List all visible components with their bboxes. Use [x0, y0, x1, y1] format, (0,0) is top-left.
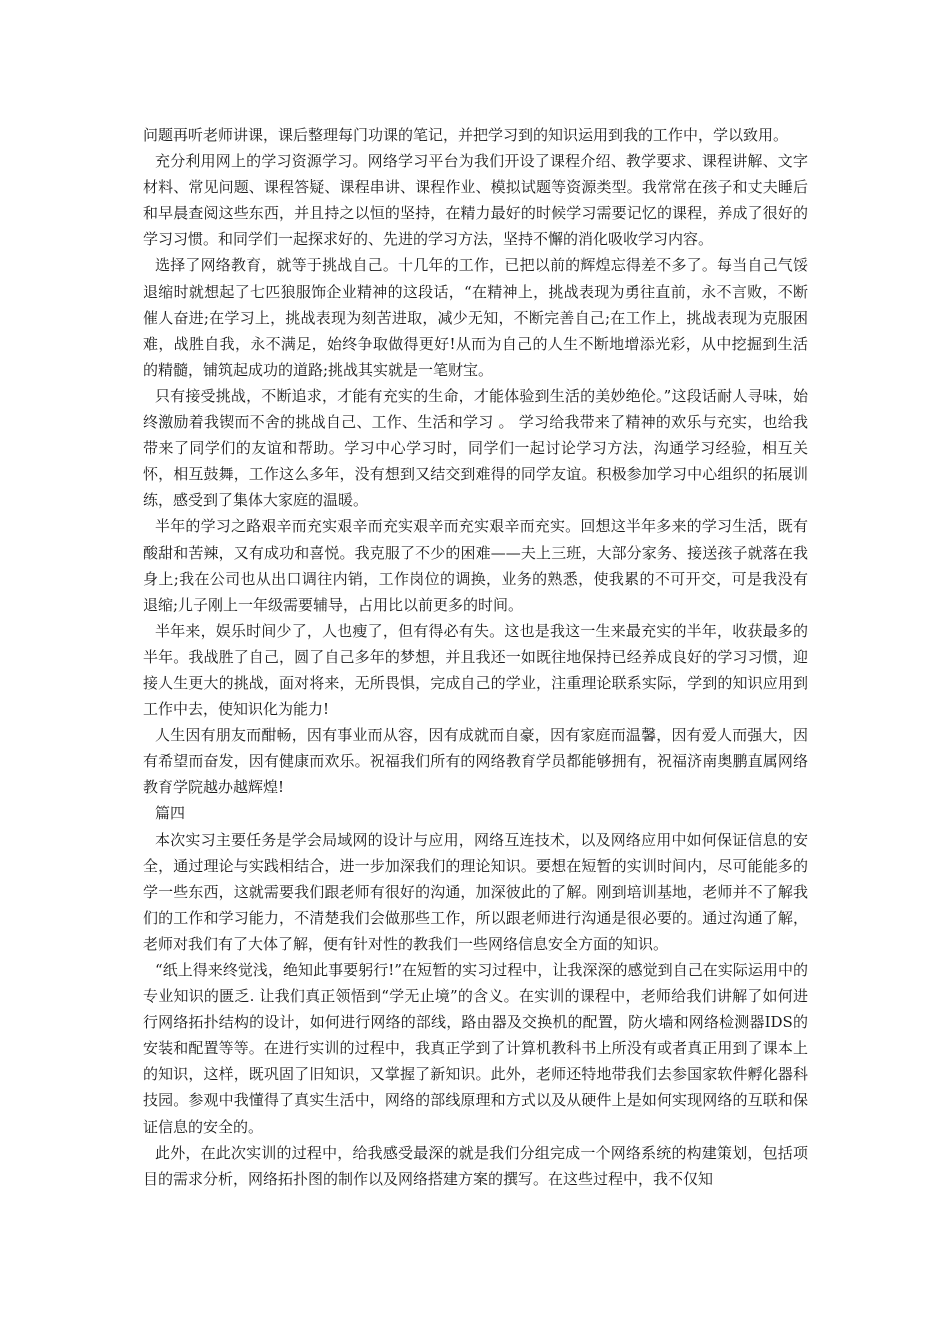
- paragraph-8: 本次实习主要任务是学会局域网的设计与应用，网络互连技术，以及网络应用中如何保证信息的安全，通过理论与实践相结合，进一步加深我们的理论知识。要想在短暂的实训时间内，尽可能能多的学一些东西，这就需要我们跟老师有很好的沟通，加深彼此的了解。刚到培训基地，老师并不了解我们的工作和学习能力，不清楚我们会做那些工作，所以跟老师进行沟通是很必要的。通过沟通了解，老师对我们有了大体了解，便有针对性的教我们一些网络信息安全方面的知识。: [143, 830, 808, 953]
- paragraph-10: 此外，在此次实训的过程中，给我感受最深的就是我们分组完成一个网络系统的构建策划，包括项目的需求分析，网络拓扑图的制作以及网络搭建方案的撰写。在这些过程中，我不仅知: [143, 1143, 808, 1188]
- paragraph-6: 半年来，娱乐时间少了，人也瘦了，但有得必有失。这也是我这一生来最充实的半年，收获最多的半年。我战胜了自己，圆了自己多年的梦想，并且我还一如既往地保持已经养成良好的学习习惯，迎接人生更大的挑战，面对将来，无所畏惧，完成自己的学业，注重理论联系实际，学到的知识应用到工作中去，使知识化为能力!: [143, 621, 808, 719]
- paragraph-9: “纸上得来终觉浅，绝知此事要躬行!”在短暂的实习过程中，让我深深的感觉到自己在实际运用中的专业知识的匮乏. 让我们真正领悟到“学无止境”的含义。在实训的课程中，老师给我们讲解了如何进行网络拓扑结构的设计，如何进行网络的部线，路由器及交换机的配置，防火墙和网络检测器IDS的安装和配置等等。在进行实训的过程中，我真正学到了计算机教科书上所没有或者真正用到了课本上的知识，这样，既巩固了旧知识，又掌握了新知识。此外，老师还特地带我们去参国家软件孵化器科技园。参观中我懂得了真实生活中，网络的部线原理和方式以及从硬件上是如何实现网络的互联和保证信息的安全的。: [143, 961, 808, 1136]
- paragraph-1: 问题再听老师讲课，课后整理每门功课的笔记，并把学习到的知识运用到我的工作中，学以致用。: [143, 126, 789, 144]
- section-heading: 篇四: [155, 804, 186, 823]
- document-body: [143, 122, 808, 1192]
- paragraph-2: 充分利用网上的学习资源学习。网络学习平台为我们开设了课程介绍、教学要求、课程讲解、文字材料、常见问题、课程答疑、课程串讲、课程作业、模拟试题等资源类型。我常常在孩子和丈夫睡后和早晨查阅这些东西，并且持之以恒的坚持，在精力最好的时候学习需要记忆的课程，养成了很好的学习习惯。和同学们一起探求好的、先进的学习方法，坚持不懈的消化吸收学习内容。: [143, 152, 808, 249]
- paragraph-7: 人生因有朋友而酣畅，因有事业而从容，因有成就而自豪，因有家庭而温馨，因有爱人而强大，因有希望而奋发，因有健康而欢乐。祝福我们所有的网络教育学员都能够拥有，祝福济南奥鹏直属网络教育学院越办越辉煌!: [143, 726, 808, 797]
- paragraph-3: 选择了网络教育，就等于挑战自己。十几年的工作，已把以前的辉煌忘得差不多了。每当自己气馁退缩时就想起了七匹狼服饰企业精神的这段话，“在精神上，挑战表现为勇往直前，永不言败，不断催人奋进;在学习上，挑战表现为刻苦进取，减少无知，不断完善自己;在工作上，挑战表现为克服困难，战胜自我，永不满足，始终争取做得更好!从而为自己的人生不断地增添光彩，从中挖掘到生活的精髓，铺筑起成功的道路;挑战其实就是一笔财宝。: [143, 256, 808, 379]
- paragraph-5: 半年的学习之路艰辛而充实艰辛而充实艰辛而充实艰辛而充实。回想这半年多来的学习生活，既有酸甜和苦辣，又有成功和喜悦。我克服了不少的困难——夫上三班，大部分家务、接送孩子就落在我身上;我在公司也从出口调往内销，工作岗位的调换，业务的熟悉，使我累的不可开交，可是我没有退缩;儿子刚上一年级需要辅导，占用比以前更多的时间。: [143, 517, 808, 614]
- paragraph-4: 只有接受挑战，不断追求，才能有充实的生命，才能体验到生活的美妙绝伦。”这段话耐人寻味，始终激励着我锲而不舍的挑战自己、工作、生活和学习 。 学习给我带来了精神的欢乐与充实，也给我带来了同学们的友谊和帮助。学习中心学习时，同学们一起讨论学习方法，沟通学习经验，相互关怀，相互鼓舞，工作这么多年，没有想到又结交到难得的同学友谊。积极参加学习中心组织的拓展训练，感受到了集体大家庭的温暖。: [143, 386, 808, 510]
